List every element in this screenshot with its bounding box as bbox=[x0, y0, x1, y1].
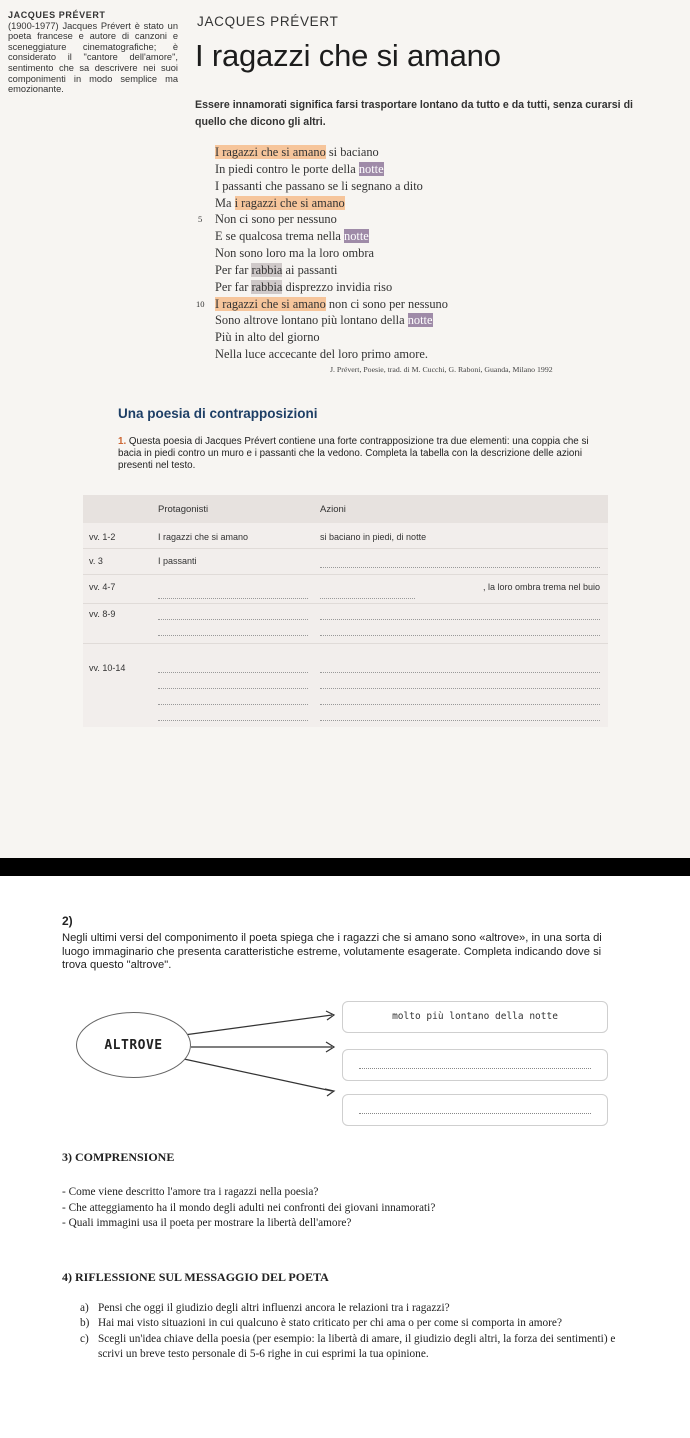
poem-line bbox=[215, 347, 448, 364]
page-divider bbox=[0, 858, 690, 876]
item-text: Scegli un'idea chiave della poesia (per esempio: la libertà di amare, il giudizio degli altri, la forza dei sentimenti) e scrivi un breve testo personale di 5-6 righe in cui esprimi la tua opinione. bbox=[98, 1332, 616, 1361]
answer-line[interactable] bbox=[320, 567, 600, 568]
answer-box-3[interactable] bbox=[342, 1094, 608, 1126]
row-azioni: , la loro ombra trema nel buio bbox=[482, 582, 600, 592]
poem-segment: non ci sono per nessuno bbox=[325, 296, 448, 311]
poem-segment: Non sono loro ma la loro ombra bbox=[215, 246, 374, 261]
highlight-notte: notte bbox=[407, 313, 433, 328]
answer-line[interactable] bbox=[320, 635, 600, 636]
comprensione-questions bbox=[62, 1185, 435, 1232]
author-sidebar bbox=[8, 10, 178, 95]
poem-segment: ai passanti bbox=[282, 262, 338, 277]
row-label: vv. 10-14 bbox=[89, 663, 126, 673]
question-2-label: 2) bbox=[62, 914, 73, 928]
line-number: 10 bbox=[196, 298, 205, 309]
exercise-number: 1. bbox=[118, 436, 127, 447]
answer-box-text: molto più lontano della notte bbox=[392, 1011, 558, 1022]
item-text: Pensi che oggi il giudizio degli altri influenzi ancora le relazioni tra i ragazzi? bbox=[98, 1302, 450, 1314]
row-divider bbox=[83, 548, 608, 549]
poem-line bbox=[215, 196, 448, 213]
answer-line[interactable] bbox=[158, 598, 308, 599]
row-label: v. 3 bbox=[89, 556, 103, 566]
poem-segment: Non ci sono per nessuno bbox=[215, 212, 337, 227]
poem-line bbox=[215, 330, 448, 347]
sidebar-author-name: JACQUES PRÉVERT bbox=[8, 10, 106, 20]
row-divider bbox=[83, 574, 608, 575]
answer-line[interactable] bbox=[320, 720, 600, 721]
highlight-ragazzi: I ragazzi che si amano bbox=[215, 145, 326, 159]
item-letter: c) bbox=[80, 1332, 89, 1345]
answer-line[interactable] bbox=[320, 704, 600, 705]
poem-line bbox=[215, 229, 448, 246]
answer-line bbox=[359, 1113, 591, 1114]
highlight-ragazzi: i ragazzi che si amano bbox=[234, 195, 345, 210]
poem-line bbox=[215, 313, 448, 330]
answer-line[interactable] bbox=[158, 672, 308, 673]
row-divider bbox=[83, 643, 608, 644]
col-azioni: Azioni bbox=[320, 504, 346, 515]
question-item: - Quali immagini usa il poeta per mostrare la libertà dell'amore? bbox=[62, 1217, 352, 1230]
section-title: Una poesia di contrapposizioni bbox=[118, 406, 318, 421]
poem-segment: E se qualcosa trema nella bbox=[215, 229, 345, 244]
question-item bbox=[80, 1332, 640, 1363]
highlight-notte: notte bbox=[358, 161, 384, 176]
answer-box-2[interactable] bbox=[342, 1049, 608, 1081]
col-protagonisti: Protagonisti bbox=[158, 504, 209, 515]
riflessione-questions bbox=[80, 1301, 640, 1363]
row-divider bbox=[83, 603, 608, 604]
poem-line bbox=[215, 263, 448, 280]
answer-line[interactable] bbox=[320, 672, 600, 673]
poem-line bbox=[215, 246, 448, 263]
question-item: - Che atteggiamento ha il mondo degli adulti nei confronti dei giovani innamorati? bbox=[62, 1201, 436, 1214]
arrow-line-1 bbox=[184, 1015, 332, 1035]
item-letter: a) bbox=[80, 1302, 89, 1314]
comprensione-heading: 3) COMPRENSIONE bbox=[62, 1150, 175, 1164]
answer-line[interactable] bbox=[158, 720, 308, 721]
poem-line bbox=[198, 212, 448, 229]
highlight-rabbia: rabbia bbox=[251, 279, 283, 294]
citation: J. Prévert, Poesie, trad. di M. Cucchi, G. Raboni, Guanda, Milano 1992 bbox=[330, 365, 553, 374]
highlight-notte: notte bbox=[344, 229, 369, 244]
poem-segment: In piedi contro le porte della bbox=[215, 161, 359, 176]
highlight-ragazzi: I ragazzi che si amano bbox=[215, 296, 326, 311]
question-item bbox=[80, 1316, 640, 1331]
answer-line[interactable] bbox=[158, 619, 308, 620]
answer-line[interactable] bbox=[158, 704, 308, 705]
poem-line bbox=[215, 179, 448, 196]
poem-line bbox=[215, 280, 448, 297]
question-item bbox=[80, 1301, 640, 1316]
poem-segment: I passanti che passano se li segnano a dito bbox=[215, 178, 423, 193]
question-2-text: Negli ultimi versi del componimento il poeta spiega che i ragazzi che si amano sono «altrove», in una sorta di luogo immaginario che presenta caratteristiche estreme, volutamente esagerate. Completa indicando dove si trova questo "altrove". bbox=[62, 932, 602, 971]
item-text: Hai mai visto situazioni in cui qualcuno è stato criticato per chi ama o per come si comporta in amore? bbox=[98, 1317, 562, 1330]
line-number: 5 bbox=[198, 214, 203, 225]
sidebar-bio: (1900-1977) Jacques Prévert è stato un poeta francese e autore di canzoni e sceneggiature cinematografiche; è considerato il "cantore dell'amore", sentimento che sa descrivere nei suoi componimenti in modo semplice ma emozionante. bbox=[8, 20, 178, 95]
poem-segment: Più in alto del giorno bbox=[215, 330, 320, 345]
poem-segment: Ma bbox=[215, 195, 235, 210]
exercise-text: Questa poesia di Jacques Prévert contiene una forte contrapposizione tra due elementi: una coppia che si bacia in piedi contro un muro e i passanti che la vedono. Completa la tabella con la descrizione delle azioni presenti nel testo. bbox=[118, 436, 589, 472]
row-label: vv. 8-9 bbox=[89, 609, 116, 619]
row-label: vv. 1-2 bbox=[89, 532, 116, 542]
poem-segment: Per far bbox=[215, 279, 252, 294]
answer-box-1[interactable] bbox=[342, 1001, 608, 1033]
contrast-table bbox=[83, 495, 608, 727]
row-label: vv. 4-7 bbox=[89, 582, 116, 592]
altrove-diagram bbox=[62, 995, 622, 1125]
poem-segment: si baciano bbox=[325, 145, 379, 159]
poem-text bbox=[196, 145, 448, 364]
author-heading: JACQUES PRÉVERT bbox=[197, 14, 339, 29]
poem-segment: Per far bbox=[215, 262, 252, 277]
table-header bbox=[83, 495, 608, 523]
poem-line bbox=[215, 145, 448, 162]
row-protagonist: I ragazzi che si amano bbox=[158, 532, 249, 542]
answer-line[interactable] bbox=[320, 598, 415, 599]
exercise-1 bbox=[118, 436, 608, 473]
poem-segment: disprezzo invidia riso bbox=[282, 279, 393, 294]
answer-line[interactable] bbox=[158, 635, 308, 636]
answer-line[interactable] bbox=[158, 688, 308, 689]
highlight-rabbia: rabbia bbox=[251, 262, 283, 277]
answer-line[interactable] bbox=[320, 619, 600, 620]
poem-line bbox=[215, 162, 448, 179]
poem-segment: Nella luce accecante del loro primo amore. bbox=[215, 347, 428, 362]
poem-intro: Essere innamorati significa farsi trasportare lontano da tutto e da tutti, senza curarsi di quello che dicono gli altri. bbox=[195, 99, 633, 128]
question-item: - Come viene descritto l'amore tra i ragazzi nella poesia? bbox=[62, 1186, 319, 1198]
poem-title: I ragazzi che si amano bbox=[195, 38, 501, 73]
row-protagonist: I passanti bbox=[158, 556, 197, 566]
answer-line bbox=[359, 1068, 591, 1069]
poem-line bbox=[196, 296, 448, 314]
poem-segment: Sono altrove lontano più lontano della bbox=[215, 313, 408, 328]
item-letter: b) bbox=[80, 1317, 90, 1330]
answer-line[interactable] bbox=[320, 688, 600, 689]
altrove-center: ALTROVE bbox=[76, 1012, 191, 1078]
arrow-line-3 bbox=[184, 1059, 332, 1091]
riflessione-heading: 4) RIFLESSIONE SUL MESSAGGIO DEL POETA bbox=[62, 1270, 329, 1284]
row-azioni: si baciano in piedi, di notte bbox=[320, 532, 427, 542]
